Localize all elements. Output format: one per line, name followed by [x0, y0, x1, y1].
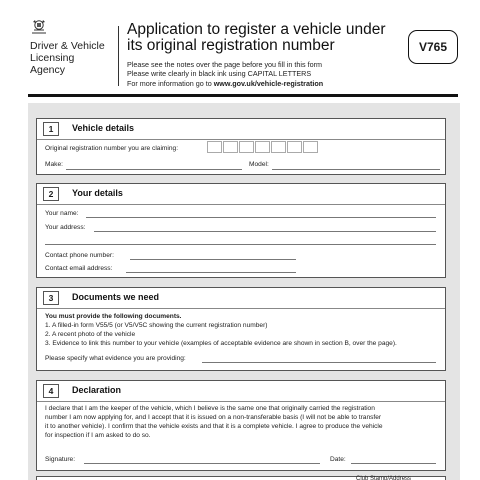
info-link[interactable]: www.gov.uk/vehicle-registration [213, 78, 324, 88]
header-divider [118, 26, 119, 86]
note-2: Please write clearly in black ink using CAPITAL LETTERS [127, 69, 312, 79]
note-1: Please see the notes over the page before you fill in this form [127, 60, 322, 69]
agency-name [30, 40, 105, 76]
document-item-3: 3. Evidence to link this number to your vehicle (examples of acceptable evidence are shown in section B, over the page). [45, 340, 397, 347]
your-name-field[interactable] [86, 217, 436, 218]
header-rule [28, 94, 458, 97]
signature-label: Signature: [45, 456, 76, 463]
reg-char-box[interactable] [207, 141, 222, 153]
reg-char-box[interactable] [271, 141, 286, 153]
title-line-2: its original registration number [127, 37, 335, 54]
form-header [0, 0, 480, 98]
documents-intro: You must provide the following documents. [45, 313, 182, 320]
evidence-label: Please specify what evidence you are providing: [45, 355, 186, 362]
title-line-1: Application to register a vehicle under [127, 21, 386, 38]
registration-number-label: Original registration number you are claiming: [45, 145, 179, 152]
section-title: Declaration [72, 385, 122, 395]
model-label: Model: [249, 161, 269, 168]
section-number: 4 [43, 384, 59, 398]
section-header [37, 288, 445, 309]
declaration-text-line-2: number I am now applying for, and I accept that it is issued on a non-transferable basis (I will not be able to transfer [45, 414, 382, 421]
reg-char-box[interactable] [303, 141, 318, 153]
registration-number-field[interactable] [207, 141, 319, 153]
your-name-label: Your name: [45, 210, 79, 217]
royal-crest-icon [30, 19, 48, 35]
declaration-text-line-1: I declare that I am the keeper of the vehicle, which I believe is the same one that originally carried the registration [45, 405, 375, 412]
section-header [37, 184, 445, 205]
evidence-field[interactable] [202, 362, 436, 363]
contact-phone-field[interactable] [130, 259, 296, 260]
note-3-prefix: For more information go to [127, 78, 214, 88]
date-label: Date: [330, 456, 346, 463]
model-field[interactable] [272, 169, 440, 170]
section-number: 3 [43, 291, 59, 305]
contact-email-label: Contact email address: [45, 265, 113, 272]
form-notes [127, 60, 323, 88]
agency-line-1: Driver & Vehicle [30, 40, 105, 52]
your-address-field-line-2[interactable] [45, 244, 436, 245]
declaration-text-line-4: for inspection if I am asked to do so. [45, 432, 151, 439]
agency-line-2: Licensing [30, 52, 75, 64]
section-title: Documents we need [72, 292, 160, 302]
your-address-label: Your address: [45, 224, 86, 231]
section-header [37, 381, 445, 402]
your-address-field[interactable] [94, 231, 436, 232]
signature-field[interactable] [84, 463, 320, 464]
date-field[interactable] [351, 463, 436, 464]
declaration-text-line-3: it to another vehicle). I confirm that the vehicle exists and that it is a complete vehicle. I agree to produce the vehicle [45, 423, 383, 430]
reg-char-box[interactable] [223, 141, 238, 153]
document-item-1: 1. A filled-in form V55/5 (or V5/V5C showing the current registration number) [45, 322, 268, 329]
note-3 [127, 79, 323, 88]
section-number: 1 [43, 122, 59, 136]
reg-char-box[interactable] [239, 141, 254, 153]
section-title: Vehicle details [72, 123, 135, 133]
document-item-2: 2. A recent photo of the vehicle [45, 331, 136, 338]
make-field[interactable] [66, 169, 242, 170]
form-code-badge: V765 [408, 30, 458, 64]
make-label: Make: [45, 161, 63, 168]
section-title: Your details [72, 188, 123, 198]
contact-phone-label: Contact phone number: [45, 252, 114, 259]
contact-email-field[interactable] [126, 272, 296, 273]
agency-line-3: Agency [30, 64, 66, 76]
club-stamp-label: Club Stamp/Address [356, 476, 412, 480]
reg-char-box[interactable] [255, 141, 270, 153]
section-header [37, 119, 445, 140]
reg-char-box[interactable] [287, 141, 302, 153]
form-title [127, 22, 397, 54]
section-number: 2 [43, 187, 59, 201]
